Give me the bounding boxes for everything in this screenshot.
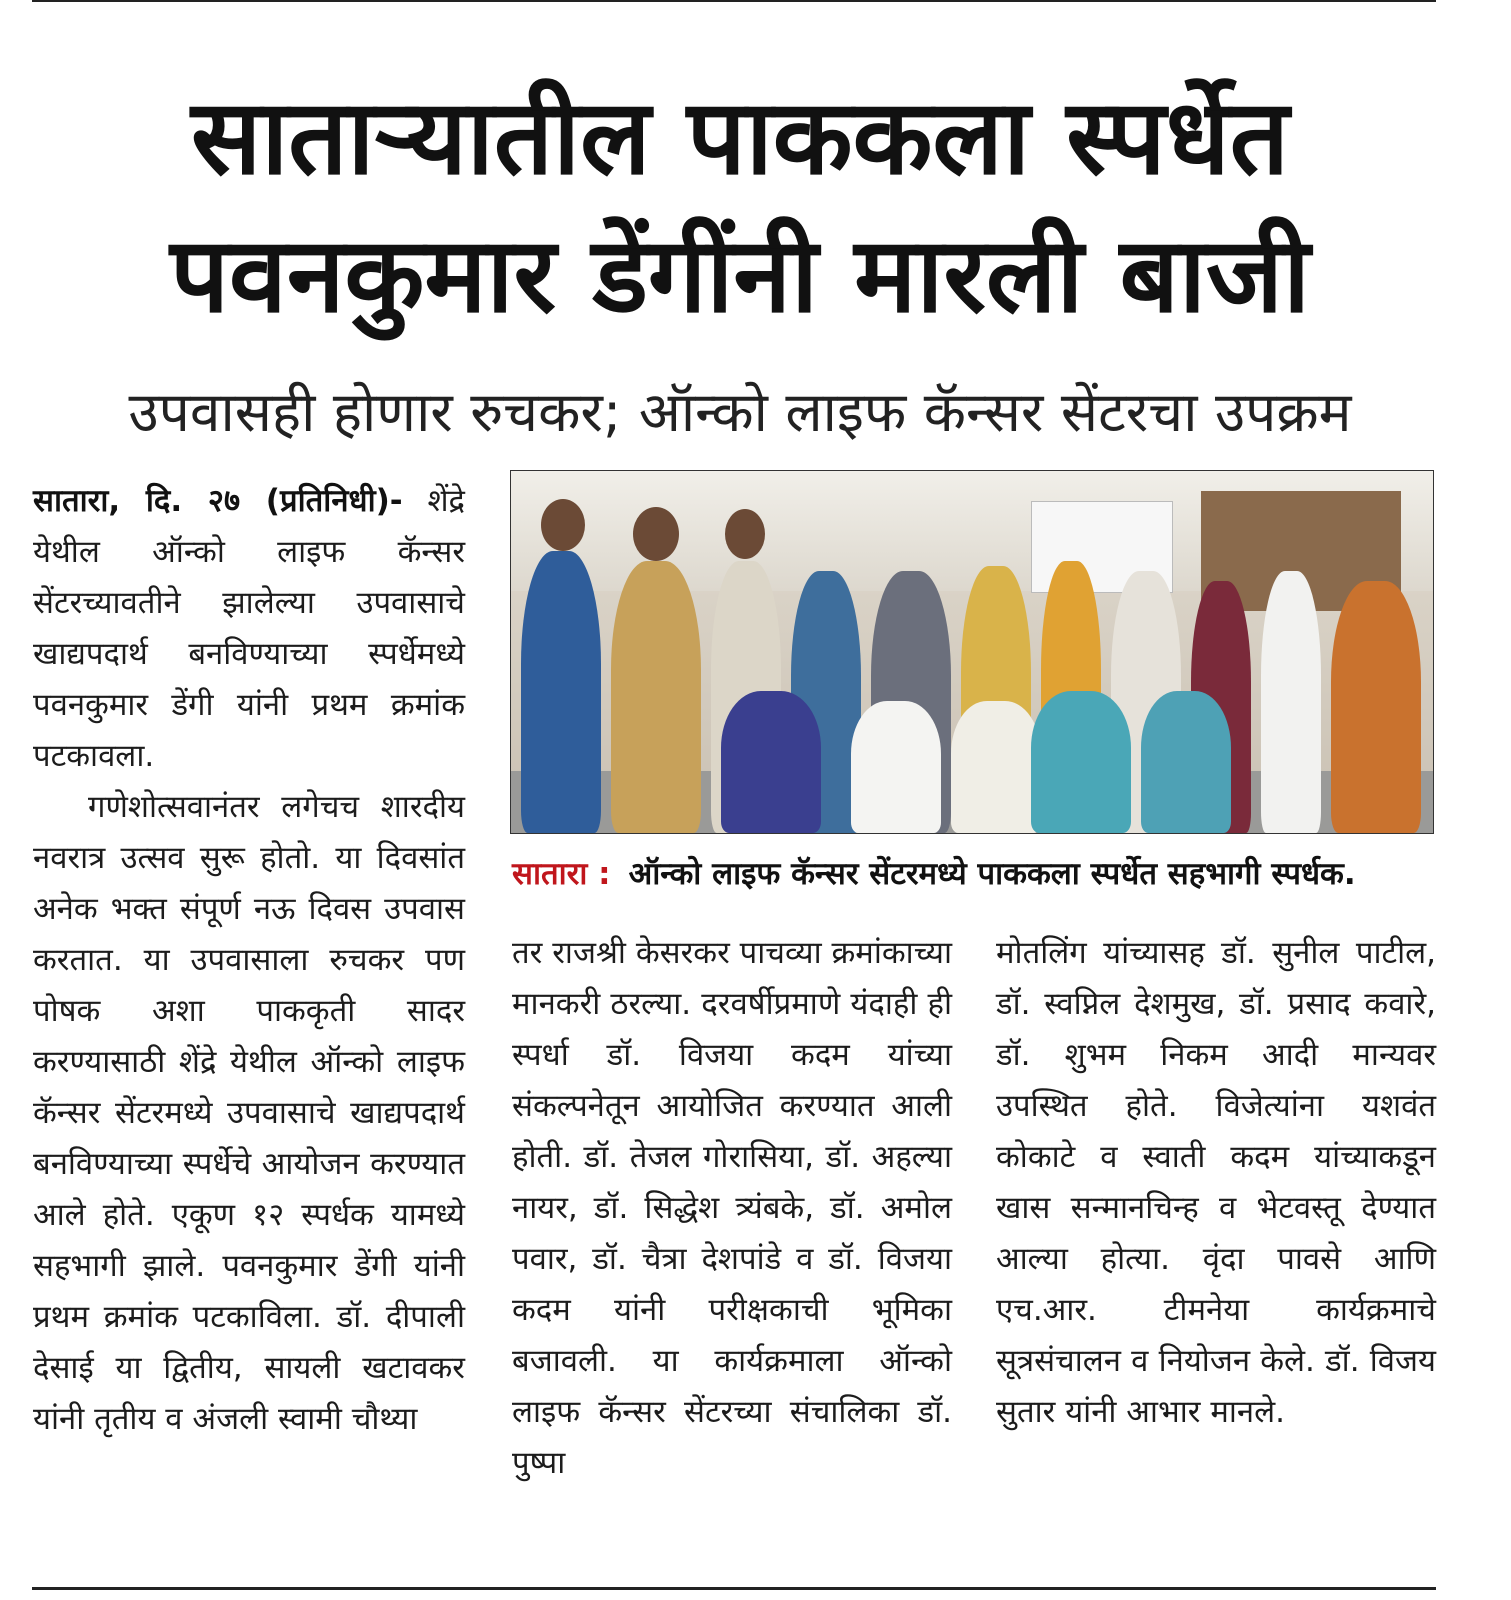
photo-person xyxy=(1141,691,1231,833)
dateline: सातारा, दि. २७ (प्रतिनिधी)- xyxy=(33,483,403,519)
article-paragraph-3: तर राजश्री केसरकर पाचव्या क्रमांकाच्या मानकरी ठरल्या. दरवर्षीप्रमाणे यंदाही ही स्पर्धा डॉ. विजया कदम यांच्या संकल्पनेतून आयोजित करण्यात आली होती. डॉ. तेजल गोरासिया, डॉ. अहल्या नायर, डॉ. सिद्धेश त्र्यंबके, डॉ. अमोल पवार, डॉ. चैत्रा देशपांडे व डॉ. विजया कदम यांनी परीक्षकाची भूमिका बजावली. या कार्यक्रमाला ऑन्को लाइफ कॅन्सर सेंटरच्या संचालिका डॉ. पुष्पा xyxy=(512,935,952,1481)
photo-head xyxy=(633,507,679,561)
article-paragraph-2: गणेशोत्सवानंतर लगेचच शारदीय नवरात्र उत्सव सुरू होतो. या दिवसांत अनेक भक्त संपूर्ण नऊ दिवस उपवास करतात. या उपवासाला रुचकर पण पोषक अशा पाककृती सादर करण्यासाठी शेंद्रे येथील ऑन्को लाइफ कॅन्सर सेंटरमध्ये उपवासाचे खाद्यपदार्थ बनविण्याच्या स्पर्धेचे आयोजन करण्यात आले होते. एकूण १२ स्पर्धक यामध्ये सहभागी झाले. पवनकुमार डेंगी यांनी प्रथम क्रमांक पटकाविला. डॉ. दीपाली देसाई या द्वितीय, सायली खटावकर यांनी तृतीय व अंजली स्वामी चौथ्या xyxy=(33,789,465,1437)
article-column-1 xyxy=(33,476,465,1445)
photo-person xyxy=(611,561,701,833)
headline-line-1: साताऱ्यातील पाककला स्पर्धेत xyxy=(191,76,1289,198)
article-column-2 xyxy=(512,928,952,1489)
photo-person xyxy=(851,701,941,833)
bottom-rule xyxy=(32,1587,1436,1590)
subheadline: उपवासही होणार रुचकर; ऑन्को लाइफ कॅन्सर सेंटरचा उपक्रम xyxy=(128,380,1352,444)
photo-person xyxy=(721,691,821,833)
photo-person xyxy=(1331,581,1421,833)
photo-person xyxy=(1261,571,1321,833)
news-photo xyxy=(510,470,1434,834)
photo-head xyxy=(725,509,765,559)
caption-text: ऑन्को लाइफ कॅन्सर सेंटरमध्ये पाककला स्पर्धेत सहभागी स्पर्धक. xyxy=(628,856,1356,892)
photo-caption xyxy=(512,848,1434,900)
photo-person xyxy=(1031,691,1131,833)
photo-person xyxy=(521,551,601,833)
headline-line-2: पवनकुमार डेंगींनी मारली बाजी xyxy=(169,214,1311,336)
article-paragraph-4: मोतलिंग यांच्यासह डॉ. सुनील पाटील, डॉ. स्वप्निल देशमुख, डॉ. प्रसाद कवारे, डॉ. शुभम निकम आदी मान्यवर उपस्थित होते. विजेत्यांना यशवंत कोकाटे व स्वाती कदम यांच्याकडून खास सन्मानचिन्ह व भेटवस्तू देण्यात आल्या होत्या. वृंदा पावसे आणि एच.आर. टीमनेया कार्यक्रमाचे सूत्रसंचालन व नियोजन केले. डॉ. विजय सुतार यांनी आभार मानले. xyxy=(996,935,1436,1430)
photo-head xyxy=(541,499,585,551)
article-column-3 xyxy=(996,928,1436,1438)
photo-person xyxy=(951,701,1041,833)
top-rule xyxy=(32,0,1436,2)
article-paragraph-1: शेंद्रे येथील ऑन्को लाइफ कॅन्सर सेंटरच्यावतीने झालेल्या उपवासाचे खाद्यपदार्थ बनविण्याच्या स्पर्धेमध्ये पवनकुमार डेंगी यांनी प्रथम क्रमांक पटकावला. xyxy=(33,483,466,774)
caption-place: सातारा : xyxy=(512,856,611,892)
